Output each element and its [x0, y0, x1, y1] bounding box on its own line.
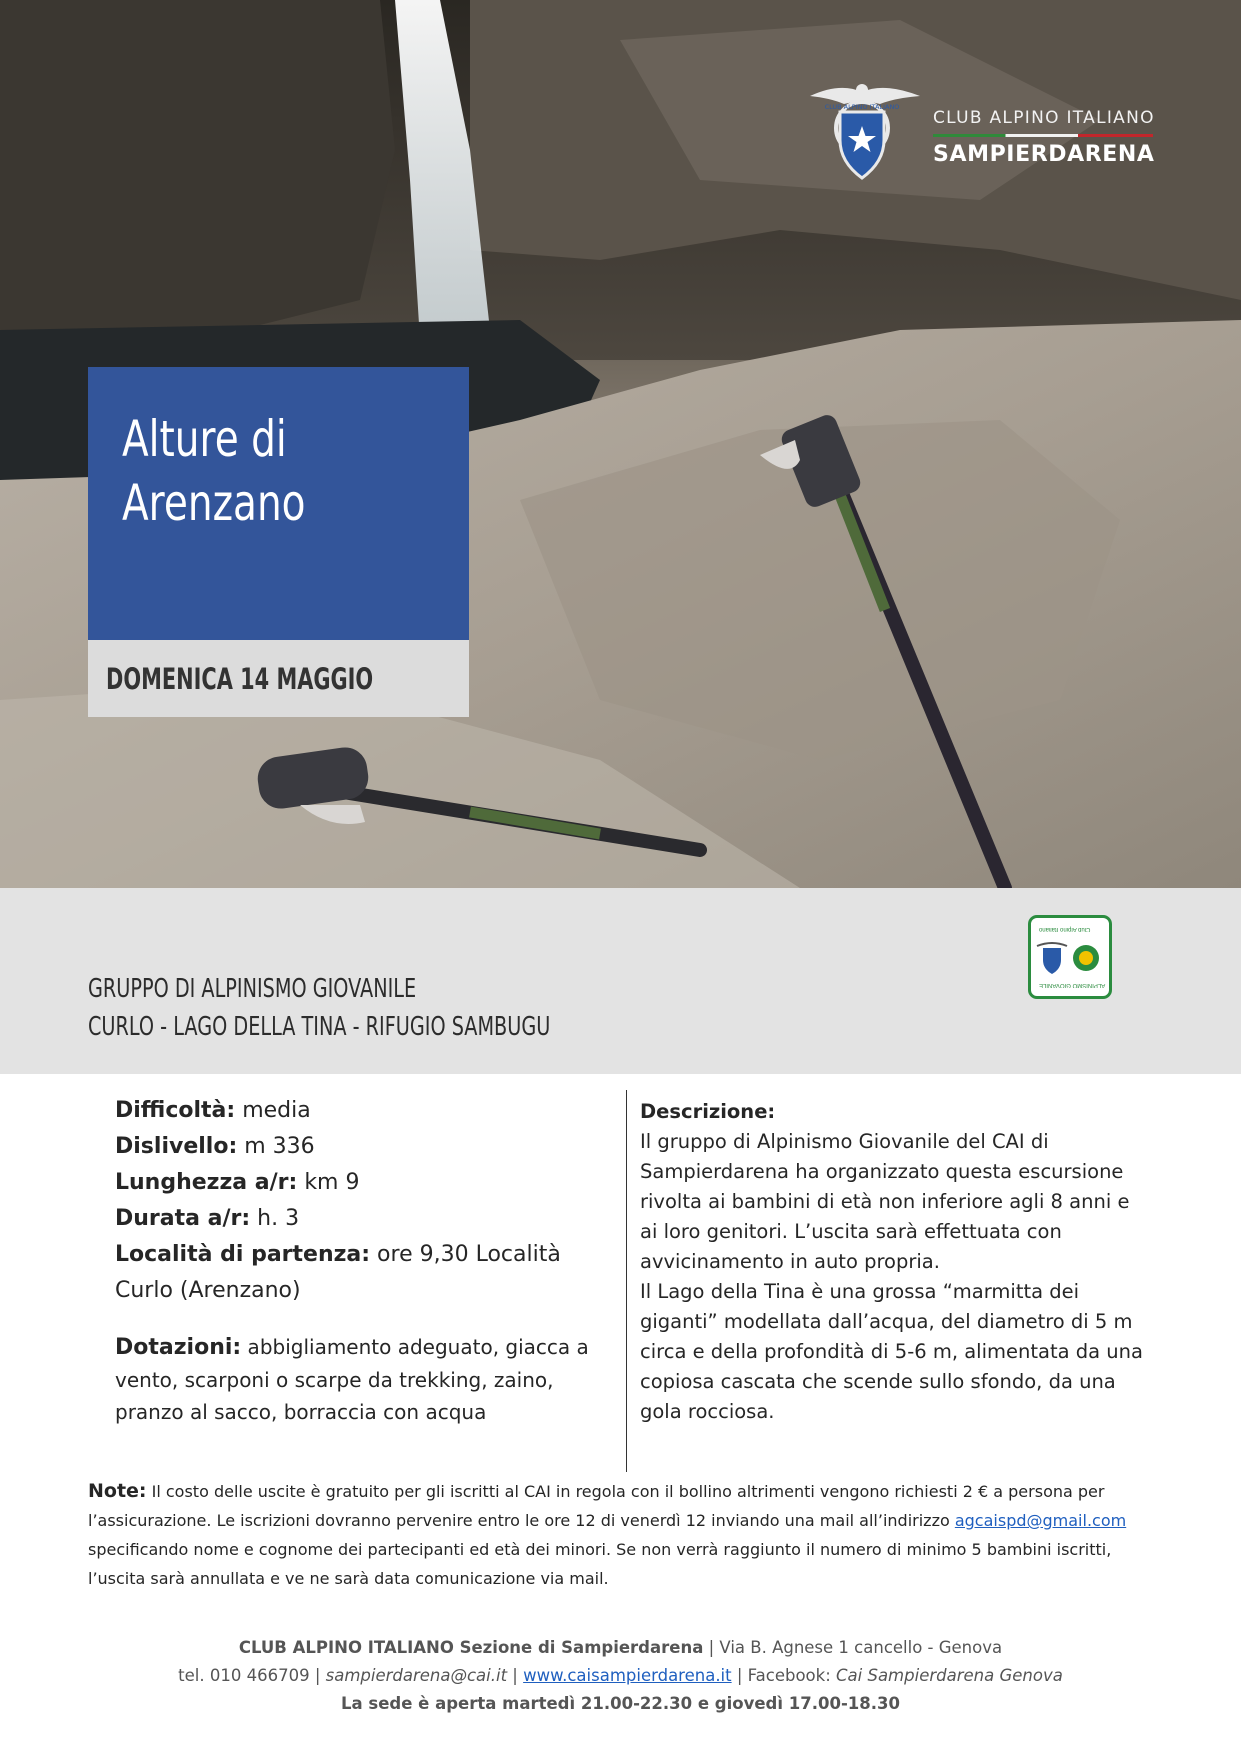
notes-email-link[interactable]: agcaispd@gmail.com [954, 1511, 1127, 1530]
detail-value: ore 9,30 Località Curlo (Arenzano) [115, 1242, 561, 1303]
detail-length [115, 1165, 615, 1201]
group-name: GRUPPO DI ALPINISMO GIOVANILE [88, 974, 417, 1004]
footer [0, 1634, 1241, 1718]
footer-org: CLUB ALPINO ITALIANO Sezione di Sampierdarena [238, 1638, 704, 1657]
footer-line-1 [0, 1634, 1241, 1662]
footer-line-2 [0, 1662, 1241, 1690]
detail-label: Località di partenza: [115, 1242, 371, 1267]
footer-line-3 [0, 1690, 1241, 1718]
detail-value: m 336 [237, 1134, 315, 1159]
description [640, 1097, 1150, 1427]
detail-value: km 9 [297, 1170, 360, 1195]
detail-label: Difficoltà: [115, 1098, 236, 1123]
detail-departure [115, 1237, 615, 1309]
footer-email: sampierdarena@cai.it [325, 1666, 508, 1685]
left-cliff [0, 0, 395, 340]
description-paragraph-2: Il Lago della Tina è una grossa “marmitta dei giganti” modellata dall’acqua, del diametro di 5 m circa e della profondità di 5-6 m, alimentata da una copiosa cascata che scende sullo sfondo, da una gola rocciosa. [640, 1280, 1143, 1423]
detail-value: media [235, 1098, 311, 1123]
detail-value: h. 3 [250, 1206, 300, 1231]
logo-tricolor-rule [933, 134, 1153, 137]
footer-hours: La sede è aperta martedì 21.00-22.30 e giovedì 17.00-18.30 [341, 1694, 900, 1713]
event-title-line1: Alture di [122, 410, 287, 468]
alpinismo-giovanile-badge [1028, 915, 1112, 999]
detail-label: Durata a/r: [115, 1206, 251, 1231]
notes [88, 1477, 1158, 1593]
detail-label: Lunghezza a/r: [115, 1170, 298, 1195]
equipment-label: Dotazioni: [115, 1335, 242, 1360]
badge-top-text: Club Alpino Italiano [1039, 926, 1091, 932]
notes-label: Note: [88, 1480, 147, 1502]
event-title-box [88, 367, 469, 640]
badge-bottom-text: ALPINISMO GIOVANILE [1039, 982, 1106, 988]
description-heading: Descrizione: [640, 1100, 776, 1123]
event-date: DOMENICA 14 MAGGIO [106, 662, 374, 696]
event-title-line2: Arenzano [122, 474, 306, 532]
cai-emblem-icon [800, 78, 930, 188]
event-date-box [88, 640, 469, 717]
footer-tel: tel. 010 466709 | [178, 1666, 326, 1685]
equipment-value: abbigliamento adeguato, giacca a vento, scarponi o scarpe da trekking, zaino, pranzo al sacco, borraccia con acqua [115, 1335, 589, 1424]
group-band [0, 888, 1241, 1074]
logo-section-name: SAMPIERDARENA [933, 142, 1155, 167]
equipment [115, 1331, 615, 1428]
footer-website-link[interactable]: www.caisampierdarena.it [523, 1666, 732, 1685]
description-paragraph-1: Il gruppo di Alpinismo Giovanile del CAI di Sampierdarena ha organizzato questa escursione rivolta ai bambini di età non inferiore agli 8 anni e ai loro genitori. L’uscita sarà effettuata con avvicinamento in auto propria. [640, 1130, 1130, 1273]
detail-label: Dislivello: [115, 1134, 238, 1159]
trip-details [115, 1093, 615, 1428]
logo-club-name: CLUB ALPINO ITALIANO [933, 108, 1155, 128]
badge-emblems-icon [1031, 938, 1109, 978]
notes-text-2: specificando nome e cognome dei partecipanti ed età dei minori. Se non verrà raggiunto il numero di minimo 5 bambini iscritti, l’uscita sarà annullata e ve ne sarà data comunicazione via mail. [88, 1540, 1112, 1588]
notes-text-1: Il costo delle uscite è gratuito per gli iscritti al CAI in regola con il bollino altrimenti vengono richiesti 2 € a persona per l’assicurazione. Le iscrizioni dovranno pervenire entro le ore 12 di venerdì 12 inviando una mail all’indirizzo [88, 1482, 1105, 1530]
footer-fb-page: Cai Sampierdarena Genova [836, 1666, 1063, 1685]
cai-logo [800, 78, 1160, 188]
detail-elevation [115, 1129, 615, 1165]
column-divider [626, 1090, 627, 1472]
route-name: CURLO - LAGO DELLA TINA - RIFUGIO SAMBUGU [88, 1012, 551, 1042]
footer-address: | Via B. Agnese 1 cancello - Genova [703, 1638, 1003, 1657]
detail-duration [115, 1201, 615, 1237]
footer-sep: | [507, 1666, 524, 1685]
event-title [122, 407, 379, 535]
emblem-text: CLUB ALPINO ITALIANO [824, 103, 900, 111]
detail-difficulty [115, 1093, 615, 1129]
footer-fb-label: | Facebook: [731, 1666, 837, 1685]
